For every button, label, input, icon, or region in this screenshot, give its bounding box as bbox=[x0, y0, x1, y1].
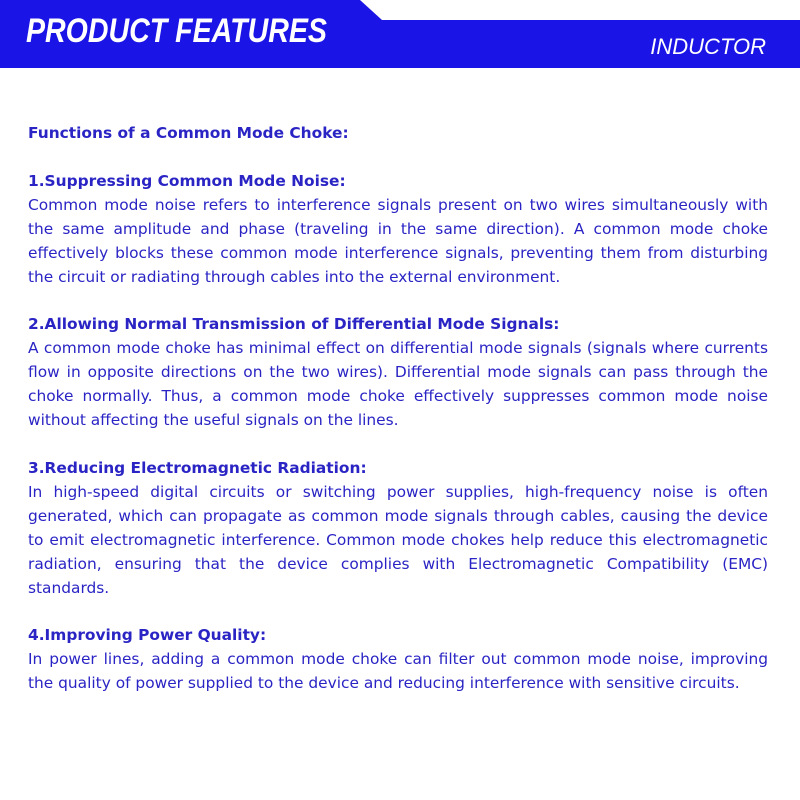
header-notch bbox=[360, 0, 800, 20]
section-heading: 3.Reducing Electromagnetic Radiation: bbox=[28, 458, 367, 477]
header-banner bbox=[0, 0, 800, 68]
intro-heading: Functions of a Common Mode Choke: bbox=[28, 124, 349, 142]
intro-paragraph bbox=[28, 122, 768, 146]
section-4 bbox=[28, 624, 768, 696]
section-heading: 4.Improving Power Quality: bbox=[28, 626, 267, 645]
section-body: A common mode choke has minimal effect on differential mode signals (signals where currents flow in opposite directions on the two wires). Differential mode signals can pass through the choke normally. Thus, a common mode choke effectively suppresses common mode noise without affecting the useful signals on the lines. bbox=[28, 339, 768, 430]
page-subtitle: INDUCTOR bbox=[650, 34, 766, 59]
section-body: In power lines, adding a common mode choke can filter out common mode noise, improving the quality of power supplied to the device and reducing interference with sensitive circuits. bbox=[28, 650, 768, 693]
section-1 bbox=[28, 170, 768, 290]
features-content bbox=[28, 122, 768, 720]
section-heading: 2.Allowing Normal Transmission of Differential Mode Signals: bbox=[28, 315, 560, 334]
section-heading: 1.Suppressing Common Mode Noise: bbox=[28, 171, 346, 190]
section-3 bbox=[28, 457, 768, 600]
section-2 bbox=[28, 313, 768, 433]
section-body: Common mode noise refers to interference signals present on two wires simultaneously with the same amplitude and phase (traveling in the same direction). A common mode choke effectively blocks these common mode interference signals, preventing them from disturbing the circuit or radiating through cables into the external environment. bbox=[28, 195, 768, 286]
section-body: In high-speed digital circuits or switching power supplies, high-frequency noise is often generated, which can propagate as common mode signals through cables, causing the device to emit electromagnetic interference. Common mode chokes help reduce this electromagnetic radiation, ensuring that the device complies with Electromagnetic Compatibility (EMC) standards. bbox=[28, 482, 768, 597]
page-title: PRODUCT FEATURES bbox=[26, 12, 327, 50]
